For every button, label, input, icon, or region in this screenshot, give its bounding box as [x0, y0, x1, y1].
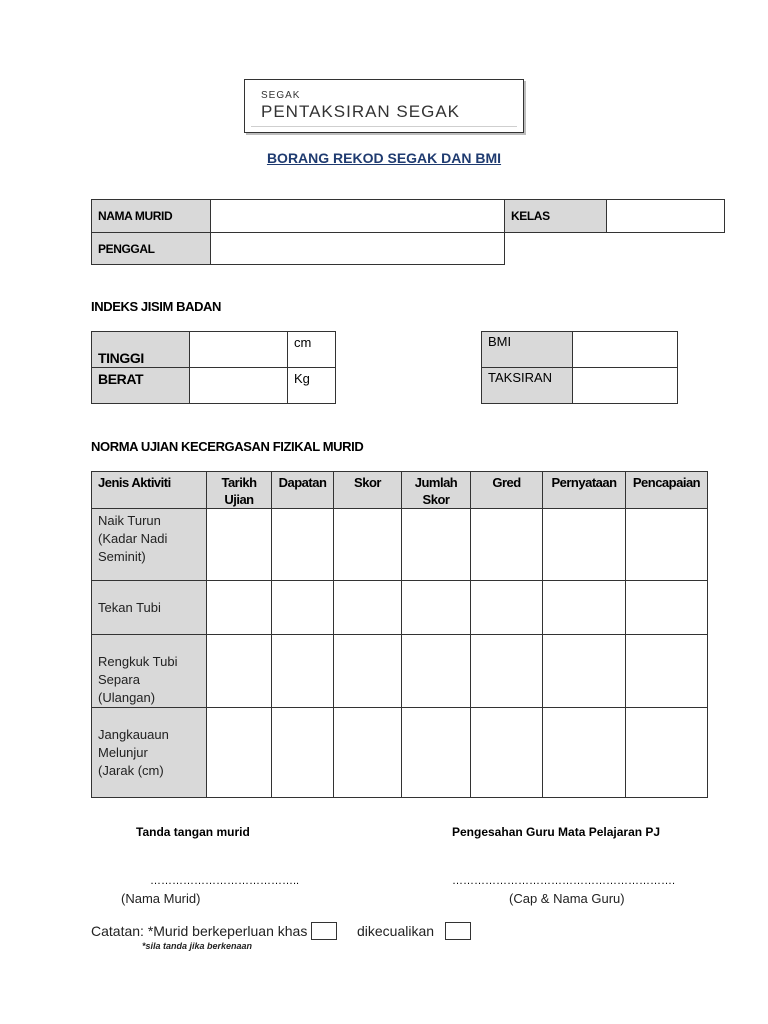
- cell[interactable]: [334, 581, 402, 635]
- cell[interactable]: [626, 635, 708, 708]
- kelas-label: KELAS: [505, 200, 607, 233]
- header-pencapaian: Pencapaian: [626, 472, 708, 509]
- penggal-table: [91, 232, 505, 265]
- cell[interactable]: [334, 708, 402, 798]
- activity-tekan-tubi: Tekan Tubi: [92, 581, 207, 635]
- penggal-field[interactable]: [211, 233, 505, 265]
- activity-rengkuk-tubi: Rengkuk Tubi Separa (Ulangan): [92, 635, 207, 708]
- norma-header-row: [92, 472, 708, 509]
- taksiran-label: TAKSIRAN: [482, 368, 573, 404]
- cell[interactable]: [543, 509, 626, 581]
- bmi-result-table: [481, 331, 678, 404]
- height-weight-table: [91, 331, 336, 404]
- penggal-label: PENGGAL: [92, 233, 211, 265]
- logo-small-text: SEGAK: [261, 90, 301, 101]
- cell[interactable]: [543, 635, 626, 708]
- cell[interactable]: [334, 509, 402, 581]
- unit-cm: cm: [288, 332, 336, 368]
- header-skor: Skor: [334, 472, 402, 509]
- activity-naik-turun: Naik Turun (Kadar Nadi Seminit): [92, 509, 207, 581]
- header-gred: Gred: [471, 472, 543, 509]
- header-tarikh-ujian: Tarikh Ujian: [207, 472, 272, 509]
- cell[interactable]: [272, 635, 334, 708]
- cell[interactable]: [402, 509, 471, 581]
- berat-field[interactable]: [190, 368, 288, 404]
- murid-signature-line: …………………………………..: [150, 875, 300, 887]
- footnote: *sila tanda jika berkenaan: [142, 941, 253, 951]
- bmi-label: BMI: [482, 332, 573, 368]
- tinggi-label: TINGGI: [92, 332, 190, 368]
- table-row: [92, 708, 708, 798]
- cell[interactable]: [272, 708, 334, 798]
- tanda-tangan-murid-label: Tanda tangan murid: [136, 825, 250, 839]
- bmi-field[interactable]: [573, 332, 678, 368]
- activity-jangkauaun: Jangkauaun Melunjur (Jarak (cm): [92, 708, 207, 798]
- cell[interactable]: [334, 635, 402, 708]
- cell[interactable]: [626, 581, 708, 635]
- cell[interactable]: [471, 509, 543, 581]
- dikecualikan-checkbox[interactable]: [445, 922, 471, 940]
- kelas-field[interactable]: [607, 200, 725, 233]
- logo-rule: [251, 126, 517, 127]
- nama-murid-caption: (Nama Murid): [121, 891, 201, 906]
- cell[interactable]: [626, 708, 708, 798]
- norma-table: [91, 471, 708, 798]
- berat-label: BERAT: [92, 368, 190, 404]
- cell[interactable]: [402, 708, 471, 798]
- cell[interactable]: [402, 635, 471, 708]
- catatan-text: Catatan: *Murid berkeperluan khas: [91, 923, 308, 939]
- cell[interactable]: [471, 635, 543, 708]
- unit-kg: Kg: [288, 368, 336, 404]
- document-title: BORANG REKOD SEGAK DAN BMI: [266, 150, 502, 166]
- cell[interactable]: [543, 708, 626, 798]
- cell[interactable]: [207, 635, 272, 708]
- header-jumlah-skor: Jumlah Skor: [402, 472, 471, 509]
- cell[interactable]: [543, 581, 626, 635]
- cap-nama-guru-caption: (Cap & Nama Guru): [509, 891, 625, 906]
- segak-logo: [244, 79, 524, 133]
- pengesahan-guru-label: Pengesahan Guru Mata Pelajaran PJ: [452, 825, 661, 839]
- taksiran-field[interactable]: [573, 368, 678, 404]
- guru-signature-line: …………………………………………………….: [452, 875, 676, 887]
- tinggi-field[interactable]: [190, 332, 288, 368]
- logo-title: PENTAKSIRAN SEGAK: [261, 102, 461, 121]
- header-dapatan: Dapatan: [272, 472, 334, 509]
- dikecualikan-text: dikecualikan: [357, 923, 435, 939]
- table-row: [92, 635, 708, 708]
- cell[interactable]: [471, 708, 543, 798]
- cell[interactable]: [272, 509, 334, 581]
- table-row: [92, 581, 708, 635]
- cell[interactable]: [207, 509, 272, 581]
- khas-checkbox[interactable]: [311, 922, 337, 940]
- cell[interactable]: [207, 708, 272, 798]
- cell[interactable]: [471, 581, 543, 635]
- nama-murid-field[interactable]: [211, 200, 505, 233]
- table-row: [92, 509, 708, 581]
- nama-murid-label: NAMA MURID: [92, 200, 211, 233]
- header-jenis-aktiviti: Jenis Aktiviti: [92, 472, 207, 509]
- cell[interactable]: [626, 509, 708, 581]
- bmi-heading: INDEKS JISIM BADAN: [91, 299, 222, 314]
- header-pernyataan: Pernyataan: [543, 472, 626, 509]
- student-info-table: [91, 199, 725, 233]
- cell[interactable]: [207, 581, 272, 635]
- norma-heading: NORMA UJIAN KECERGASAN FIZIKAL MURID: [91, 439, 364, 454]
- cell[interactable]: [272, 581, 334, 635]
- cell[interactable]: [402, 581, 471, 635]
